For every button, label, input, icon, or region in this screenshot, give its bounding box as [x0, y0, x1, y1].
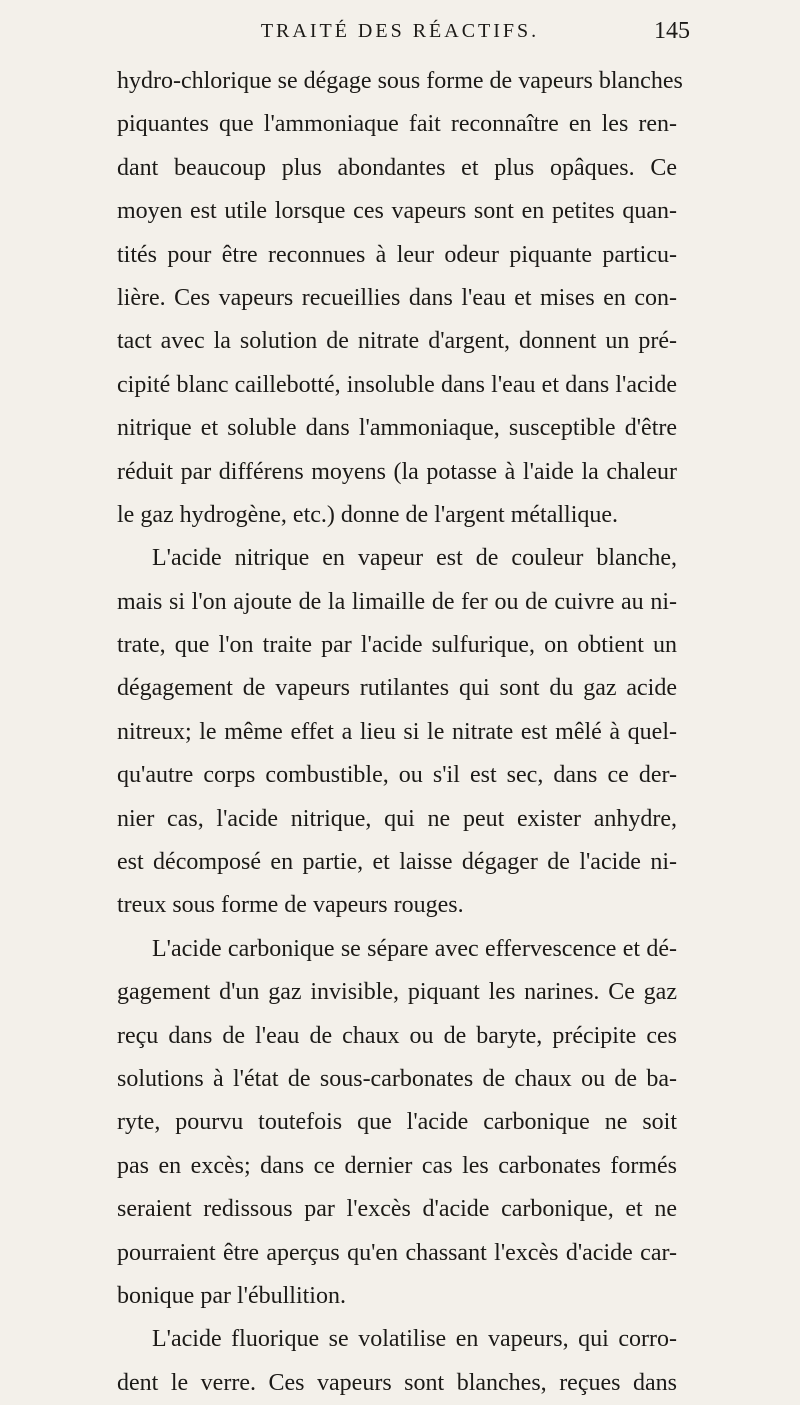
text-line: bonique par l'ébullition.: [117, 1282, 346, 1309]
text-line: est décomposé en partie, et laisse dégager de l'acide ni-: [117, 849, 677, 876]
text-line: gagement d'un gaz invisible, piquant les narines. Ce gaz: [117, 979, 677, 1006]
text-line: dégagement de vapeurs rutilantes qui sont du gaz acide: [117, 675, 677, 702]
text-line: mais si l'on ajoute de la limaille de fer ou de cuivre au ni-: [117, 588, 677, 615]
text-line: ryte, pourvu toutefois que l'acide carbonique ne soit: [117, 1109, 677, 1136]
text-line: pas en excès; dans ce dernier cas les carbonates formés: [117, 1152, 677, 1179]
text-line: L'acide nitrique en vapeur est de couleur blanche,: [152, 545, 677, 572]
text-line: nitreux; le même effet a lieu si le nitrate est mêlé à quel-: [117, 718, 677, 745]
text-line: reçu dans de l'eau de chaux ou de baryte, précipite ces: [117, 1022, 677, 1049]
text-line: solutions à l'état de sous-carbonates de chaux ou de ba-: [117, 1065, 677, 1092]
text-line: réduit par différens moyens (la potasse à l'aide la chaleur: [117, 458, 677, 485]
text-line: dant beaucoup plus abondantes et plus opâques. Ce: [117, 154, 677, 181]
text-line: L'acide carbonique se sépare avec effervescence et dé-: [152, 935, 677, 962]
text-line: piquantes que l'ammoniaque fait reconnaître en les ren-: [117, 111, 677, 138]
page-number: 145: [654, 18, 690, 44]
text-line: tact avec la solution de nitrate d'argent, donnent un pré-: [117, 328, 677, 355]
text-line: qu'autre corps combustible, ou s'il est sec, dans ce der-: [117, 762, 677, 789]
text-line: moyen est utile lorsque ces vapeurs sont en petites quan-: [117, 198, 677, 225]
body-text: [117, 60, 683, 1405]
text-line: le gaz hydrogène, etc.) donne de l'argent métallique.: [117, 501, 619, 528]
text-line: treux sous forme de vapeurs rouges.: [117, 892, 464, 919]
text-line: nitrique et soluble dans l'ammoniaque, susceptible d'être: [117, 415, 677, 442]
running-head: [120, 12, 690, 52]
text-line: nier cas, l'acide nitrique, qui ne peut exister anhydre,: [117, 805, 677, 832]
text-line: dent le verre. Ces vapeurs sont blanches, reçues dans: [117, 1369, 677, 1396]
text-line: pourraient être aperçus qu'en chassant l'excès d'acide car-: [117, 1239, 677, 1266]
running-title: TRAITÉ DES RÉACTIFS.: [260, 20, 540, 42]
text-line: L'acide fluorique se volatilise en vapeurs, qui corro-: [152, 1326, 677, 1353]
text-line: hydro-chlorique se dégage sous forme de vapeurs blanches: [117, 68, 683, 94]
text-line: cipité blanc caillebotté, insoluble dans l'eau et dans l'acide: [117, 371, 677, 398]
text-line: trate, que l'on traite par l'acide sulfurique, on obtient un: [117, 632, 677, 659]
text-line: tités pour être reconnues à leur odeur piquante particu-: [117, 241, 677, 268]
text-line: seraient redissous par l'excès d'acide carbonique, et ne: [117, 1196, 677, 1223]
text-line: lière. Ces vapeurs recueillies dans l'eau et mises en con-: [117, 284, 677, 311]
